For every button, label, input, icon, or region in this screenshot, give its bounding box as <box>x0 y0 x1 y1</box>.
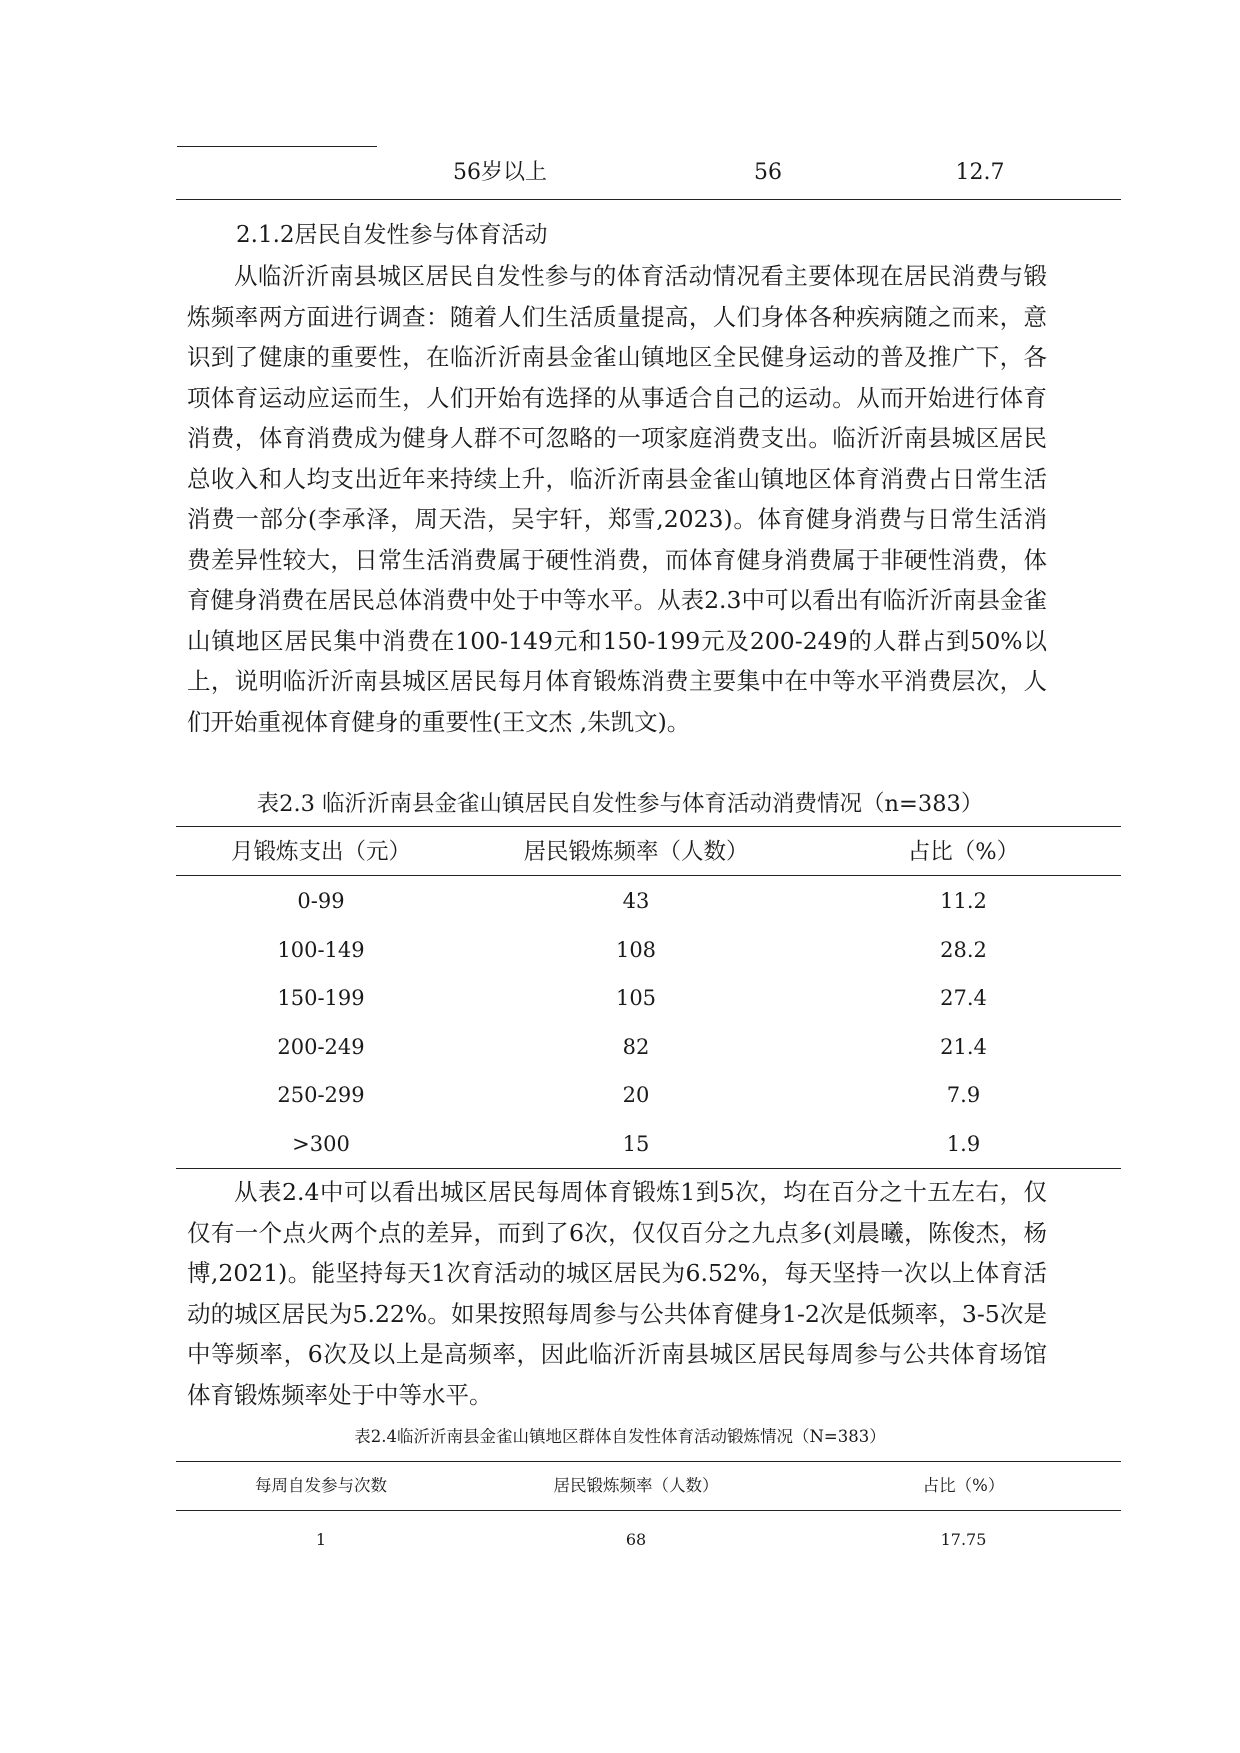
table-cell: 82 <box>622 1035 650 1059</box>
table-cell: 0-99 <box>297 889 345 913</box>
table-2-4-header-frequency: 居民锻炼频率（人数） <box>553 1476 719 1495</box>
footnote-rule <box>177 146 377 147</box>
table-cell: 200-249 <box>277 1035 365 1059</box>
section-heading: 2.1.2居民自发性参与体育活动 <box>236 222 548 248</box>
table-cell: 27.4 <box>940 986 987 1010</box>
table-2-4-header-percent: 占比（%） <box>922 1476 1005 1495</box>
paragraph-consumption: 从临沂沂南县城区居民自发性参与的体育活动情况看主要体现在居民消费与锻炼频率两方面进行调查：随着人们生活质量提高，人们身体各种疾病随之而来，意识到了健康的重要性，在临沂沂南县金雀山镇地区全民健身运动的普及推广下，各项体育运动应运而生，人们开始有选择的从事适合自己的运动。从而开始进行体育消费，体育消费成为健身人群不可忽略的一项家庭消费支出。临沂沂南县城区居民总收入和人均支出近年来持续上升，临沂沂南县金雀山镇地区体育消费占日常生活消费一部分(李承泽，周天浩，吴宇轩，郑雪,2023)。体育健身消费与日常生活消费差异性较大，日常生活消费属于硬性消费，而体育健身消费属于非硬性消费，体育健身消费在居民总体消费中处于中等水平。从表2.3中可以看出有临沂沂南县金雀山镇地区居民集中消费在100-149元和150-199元及200-249的人群占到50%以上，说明临沂沂南县城区居民每月体育锻炼消费主要集中在中等水平消费层次，人们开始重视体育健身的重要性(王文杰 ,朱凯文)。 <box>187 262 1047 736</box>
table-cell: >300 <box>292 1132 350 1156</box>
table-cell: 11.2 <box>940 889 987 913</box>
table-2-3-caption: 表2.3 临沂沂南县金雀山镇居民自发性参与体育活动消费情况（n=383） <box>256 791 984 817</box>
table-2-3-bottom-rule <box>176 1168 1121 1169</box>
table-cell: 1 <box>315 1530 327 1549</box>
prev-row-percent: 12.7 <box>955 160 1005 185</box>
table-cell: 43 <box>622 889 650 913</box>
table-cell: 100-149 <box>277 938 365 962</box>
table-cell: 1.9 <box>946 1132 981 1156</box>
table-cell: 105 <box>615 986 657 1010</box>
table-2-3-header-rule <box>176 875 1121 876</box>
table-2-3-header-frequency: 居民锻炼频率（人数） <box>523 839 749 865</box>
table-cell: 150-199 <box>277 986 365 1010</box>
table-2-4-header-rule <box>176 1510 1121 1511</box>
table-cell: 28.2 <box>940 938 987 962</box>
prev-row-label: 56岁以上 <box>453 160 547 185</box>
prev-table-bottom-rule <box>176 199 1121 200</box>
table-cell: 21.4 <box>940 1035 987 1059</box>
table-cell: 108 <box>615 938 657 962</box>
table-2-4-header-times: 每周自发参与次数 <box>255 1476 387 1495</box>
table-cell: 250-299 <box>277 1083 365 1107</box>
table-cell: 68 <box>625 1530 647 1549</box>
table-2-3-top-rule <box>176 826 1121 827</box>
table-2-4-top-rule <box>176 1461 1121 1462</box>
prev-row-count: 56 <box>754 160 782 185</box>
table-2-3-header-percent: 占比（%） <box>907 839 1020 865</box>
table-cell: 17.75 <box>940 1530 987 1549</box>
paragraph-frequency: 从表2.4中可以看出城区居民每周体育锻炼1到5次，均在百分之十五左右，仅仅有一个点火两个点的差异，而到了6次，仅仅百分之九点多(刘晨曦，陈俊杰，杨博,2021)。能坚持每天1次育活动的城区居民为6.52%，每天坚持一次以上体育活动的城区居民为5.22%。如果按照每周参与公共体育健身1-2次是低频率，3-5次是中等频率，6次及以上是高频率，因此临沂沂南县城区居民每周参与公共体育场馆体育锻炼频率处于中等水平。 <box>187 1178 1047 1409</box>
table-2-4-caption: 表2.4临沂沂南县金雀山镇地区群体自发性体育活动锻炼情况（N=383） <box>354 1427 886 1446</box>
table-cell: 15 <box>622 1132 650 1156</box>
table-cell: 20 <box>622 1083 650 1107</box>
table-cell: 7.9 <box>946 1083 981 1107</box>
table-2-3-header-expense: 月锻炼支出（元） <box>230 839 411 865</box>
